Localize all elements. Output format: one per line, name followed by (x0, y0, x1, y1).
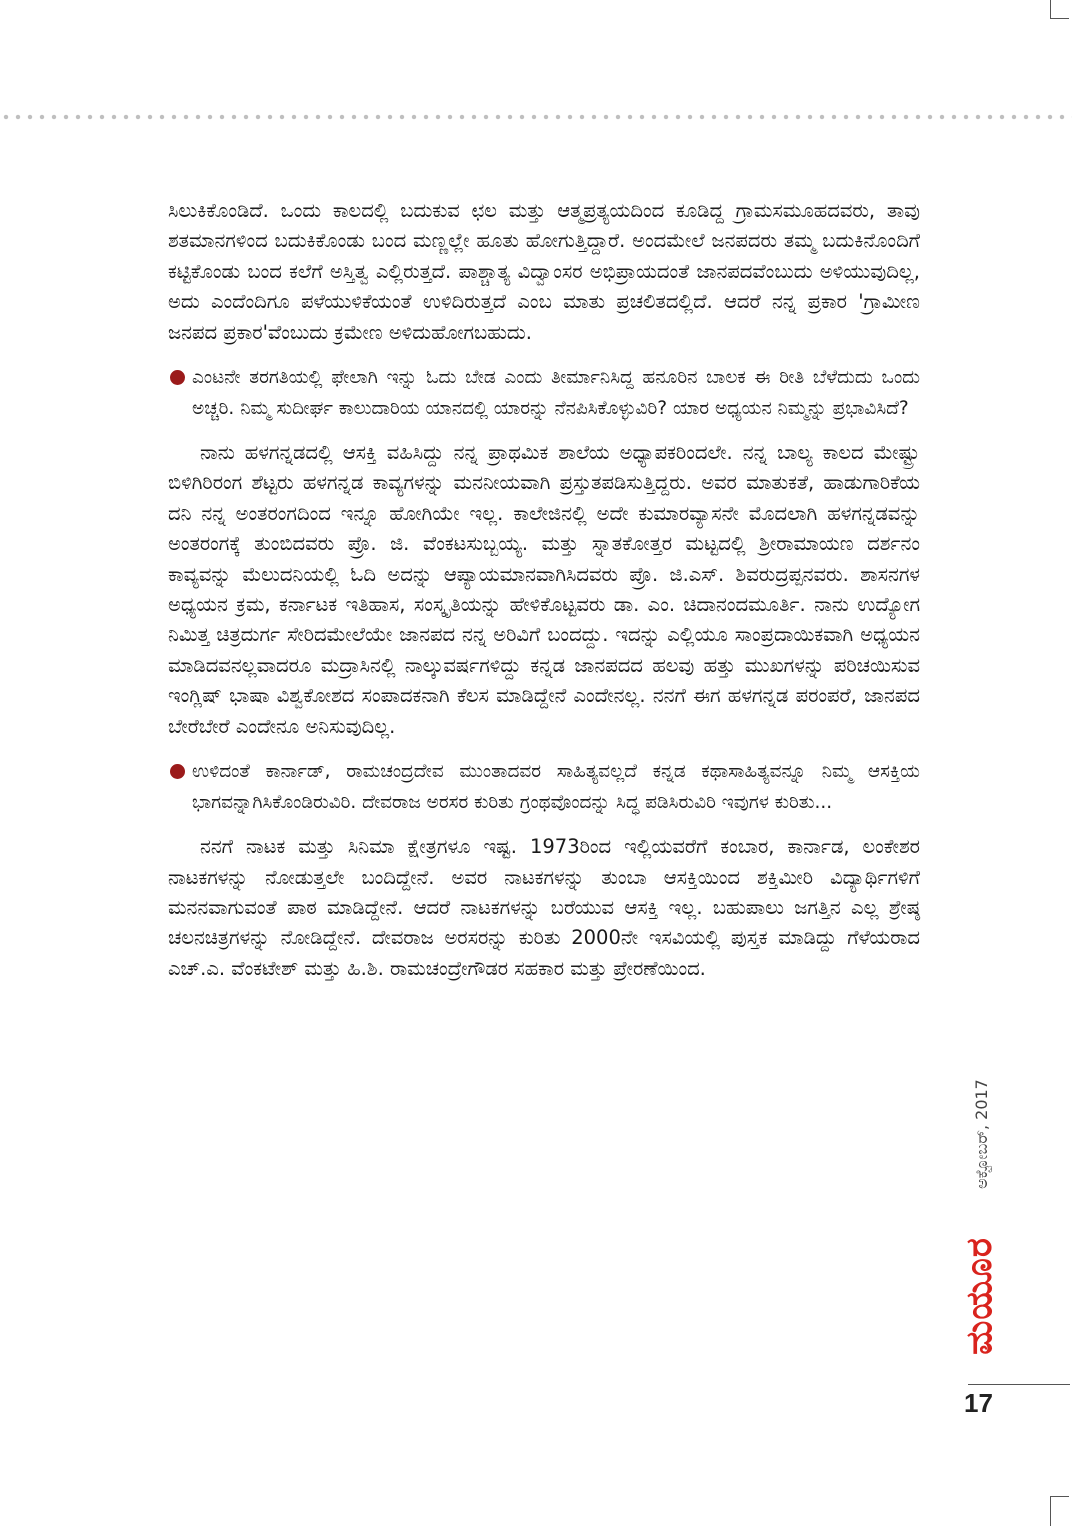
question-text: ಎಂಟನೇ ತರಗತಿಯಲ್ಲಿ ಫೇಲಾಗಿ ಇನ್ನು ಓದು ಬೇಡ ಎಂದು ತೀರ್ಮಾನಿಸಿದ್ದ ಹನೂರಿನ ಬಾಲಕ ಈ ರೀತಿ ಬೆಳೆದುದು ಒಂದು ಅಚ್ಚರಿ. ನಿಮ್ಮ ಸುದೀರ್ಘ ಕಾಲುದಾರಿಯ ಯಾನದಲ್ಲಿ ಯಾರನ್ನು ನೆನಪಿಸಿಕೊಳ್ಳುವಿರಿ? ಯಾರ ಅಧ್ಯಯನ ನಿಮ್ಮನ್ನು ಪ್ರಭಾವಿಸಿದೆ? (192, 367, 920, 420)
crop-mark-top-right (1050, 0, 1069, 19)
paragraph: ಸಿಲುಕಿಕೊಂಡಿದೆ. ಒಂದು ಕಾಲದಲ್ಲಿ ಬದುಕುವ ಛಲ ಮತ್ತು ಆತ್ಮಪ್ರತ್ಯಯದಿಂದ ಕೂಡಿದ್ದ ಗ್ರಾಮಸಮೂಹದವರು, ತಾವು ಶತಮಾನಗಳಿಂದ ಬದುಕಿಕೊಂಡು ಬಂದ ಮಣ್ಣಲ್ಲೇ ಹೂತು ಹೋಗುತ್ತಿದ್ದಾರೆ. ಅಂದಮೇಲೆ ಜನಪದರು ತಮ್ಮ ಬದುಕಿನೊಂದಿಗೆ ಕಟ್ಟಿಕೊಂಡು ಬಂದ ಕಲೆಗೆ ಅಸ್ತಿತ್ವ ಎಲ್ಲಿರುತ್ತದೆ. ಪಾಶ್ಚಾತ್ಯ ವಿದ್ವಾಂಸರ ಅಭಿಪ್ರಾಯದಂತೆ ಜಾನಪದವೆಂಬುದು ಅಳಿಯುವುದಿಲ್ಲ, ಅದು ಎಂದೆಂದಿಗೂ ಪಳೆಯುಳಿಕೆಯಂತೆ ಉಳಿದಿರುತ್ತದೆ ಎಂಬ ಮಾತು ಪ್ರಚಲಿತದಲ್ಲಿದೆ. ಆದರೆ ನನ್ನ ಪ್ರಕಾರ 'ಗ್ರಾಮೀಣ ಜನಪದ ಪ್ರಕಾರ'ವೆಂಬುದು ಕ್ರಮೇಣ ಅಳಿದುಹೋಗಬಹುದು. (168, 199, 920, 344)
bullet-icon (170, 370, 185, 385)
answer-paragraph: ನಾನು ಹಳಗನ್ನಡದಲ್ಲಿ ಆಸಕ್ತಿ ವಹಿಸಿದ್ದು ನನ್ನ ಪ್ರಾಥಮಿಕ ಶಾಲೆಯ ಅಧ್ಯಾಪಕರಿಂದಲೇ. ನನ್ನ ಬಾಲ್ಯ ಕಾಲದ ಮೇಷ್ಟ್ರು ಬಿಳಿಗಿರಿರಂಗ ಶೆಟ್ಟರು ಹಳಗನ್ನಡ ಕಾವ್ಯಗಳನ್ನು ಮನನೀಯವಾಗಿ ಪ್ರಸ್ತುತಪಡಿಸುತ್ತಿದ್ದರು. ಅವರ ಮಾತುಕತೆ, ಹಾಡುಗಾರಿಕೆಯ ದನಿ ನನ್ನ ಅಂತರಂಗದಿಂದ ಇನ್ನೂ ಹೋಗಿಯೇ ಇಲ್ಲ. ಕಾಲೇಜಿನಲ್ಲಿ ಅದೇ ಕುಮಾರವ್ಯಾಸನೇ ಮೊದಲಾಗಿ ಹಳಗನ್ನಡವನ್ನು ಅಂತರಂಗಕ್ಕೆ ತುಂಬಿದವರು ಪ್ರೊ. ಜಿ. ವೆಂಕಟಸುಬ್ಬಯ್ಯ. ಮತ್ತು ಸ್ನಾತಕೋತ್ತರ ಮಟ್ಟದಲ್ಲಿ ಶ್ರೀರಾಮಾಯಣ ದರ್ಶನಂ ಕಾವ್ಯವನ್ನು ಮೆಲುದನಿಯಲ್ಲಿ ಓದಿ ಅದನ್ನು ಆಪ್ಯಾಯಮಾನವಾಗಿಸಿದವರು ಪ್ರೊ. ಜಿ.ಎಸ್. ಶಿವರುದ್ರಪ್ಪನವರು. ಶಾಸನಗಳ ಅಧ್ಯಯನ ಕ್ರಮ, ಕರ್ನಾಟಕ ಇತಿಹಾಸ, ಸಂಸ್ಕೃತಿಯನ್ನು ಹೇಳಿಕೊಟ್ಟವರು ಡಾ. ಎಂ. ಚಿದಾನಂದಮೂರ್ತಿ. ನಾನು ಉದ್ಯೋಗ ನಿಮಿತ್ತ ಚಿತ್ರದುರ್ಗ ಸೇರಿದಮೇಲೆಯೇ ಜಾನಪದ ನನ್ನ ಅರಿವಿಗೆ ಬಂದದ್ದು. ಇದನ್ನು ಎಲ್ಲಿಯೂ ಸಾಂಪ್ರದಾಯಿಕವಾಗಿ ಅಧ್ಯಯನ ಮಾಡಿದವನಲ್ಲವಾದರೂ ಮದ್ರಾಸಿನಲ್ಲಿ ನಾಲ್ಕುವರ್ಷಗಳಿದ್ದು ಕನ್ನಡ ಜಾನಪದದ ಹಲವು ಹತ್ತು ಮುಖಗಳನ್ನು ಪರಿಚಯಿಸುವ ಇಂಗ್ಲಿಷ್ ಭಾಷಾ ವಿಶ್ವಕೋಶದ ಸಂಪಾದಕನಾಗಿ ಕೆಲಸ ಮಾಡಿದ್ದೇನೆ ಎಂದೇನಲ್ಲ. ನನಗೆ ಈಗ ಹಳಗನ್ನಡ ಪರಂಪರೆ, ಜಾನಪದ ಬೇರೆಬೇರೆ ಎಂದೇನೂ ಅನಿಸುವುದಿಲ್ಲ. (168, 441, 920, 738)
question (168, 756, 920, 818)
question (168, 362, 920, 424)
question-text: ಉಳಿದಂತೆ ಕಾರ್ನಾಡ್, ರಾಮಚಂದ್ರದೇವ ಮುಂತಾದವರ ಸಾಹಿತ್ಯವಲ್ಲದೆ ಕನ್ನಡ ಕಥಾಸಾಹಿತ್ಯವನ್ನೂ ನಿಮ್ಮ ಆಸಕ್ತಿಯ ಭಾಗವನ್ನಾಗಿಸಿಕೊಂಡಿರುವಿರಿ. ದೇವರಾಜ ಅರಸರ ಕುರಿತು ಗ್ರಂಥವೊಂದನ್ನು ಸಿದ್ಧ ಪಡಿಸಿರುವಿರಿ ಇವುಗಳ ಕುರಿತು... (192, 761, 920, 814)
bullet-icon (170, 764, 185, 779)
magazine-logo: ಮಯೂರ (959, 1237, 1000, 1355)
footer-rule (968, 1384, 1070, 1385)
issue-date: ಅಕ್ಟೋಬರ್, 2017 (972, 1079, 991, 1189)
article-body (168, 196, 920, 998)
page-number: 17 (964, 1388, 993, 1418)
crop-mark-bottom-right (1050, 1496, 1069, 1526)
dotted-header-rule (0, 113, 1072, 121)
answer-paragraph: ನನಗೆ ನಾಟಕ ಮತ್ತು ಸಿನಿಮಾ ಕ್ಷೇತ್ರಗಳೂ ಇಷ್ಟ. 1973ರಿಂದ ಇಲ್ಲಿಯವರೆಗೆ ಕಂಬಾರ, ಕಾರ್ನಾಡ, ಲಂಕೇಶರ ನಾಟಕಗಳನ್ನು ನೋಡುತ್ತಲೇ ಬಂದಿದ್ದೇನೆ. ಅವರ ನಾಟಕಗಳನ್ನು ತುಂಬಾ ಆಸಕ್ತಿಯಿಂದ ಶಕ್ತಿಮೀರಿ ವಿದ್ಯಾರ್ಥಿಗಳಿಗೆ ಮನನವಾಗುವಂತೆ ಪಾಠ ಮಾಡಿದ್ದೇನೆ. ಆದರೆ ನಾಟಕಗಳನ್ನು ಬರೆಯುವ ಆಸಕ್ತಿ ಇಲ್ಲ. ಬಹುಪಾಲು ಜಗತ್ತಿನ ಎಲ್ಲ ಶ್ರೇಷ್ಠ ಚಲನಚಿತ್ರಗಳನ್ನು ನೋಡಿದ್ದೇನೆ. ದೇವರಾಜ ಅರಸರನ್ನು ಕುರಿತು 2000ನೇ ಇಸವಿಯಲ್ಲಿ ಪುಸ್ತಕ ಮಾಡಿದ್ದು ಗೆಳೆಯರಾದ ಎಚ್.ಎ. ವೆಂಕಟೇಶ್ ಮತ್ತು ಹಿ.ಶಿ. ರಾಮಚಂದ್ರೇಗೌಡರ ಸಹಕಾರ ಮತ್ತು ಪ್ರೇರಣೆಯಿಂದ. (168, 835, 920, 980)
